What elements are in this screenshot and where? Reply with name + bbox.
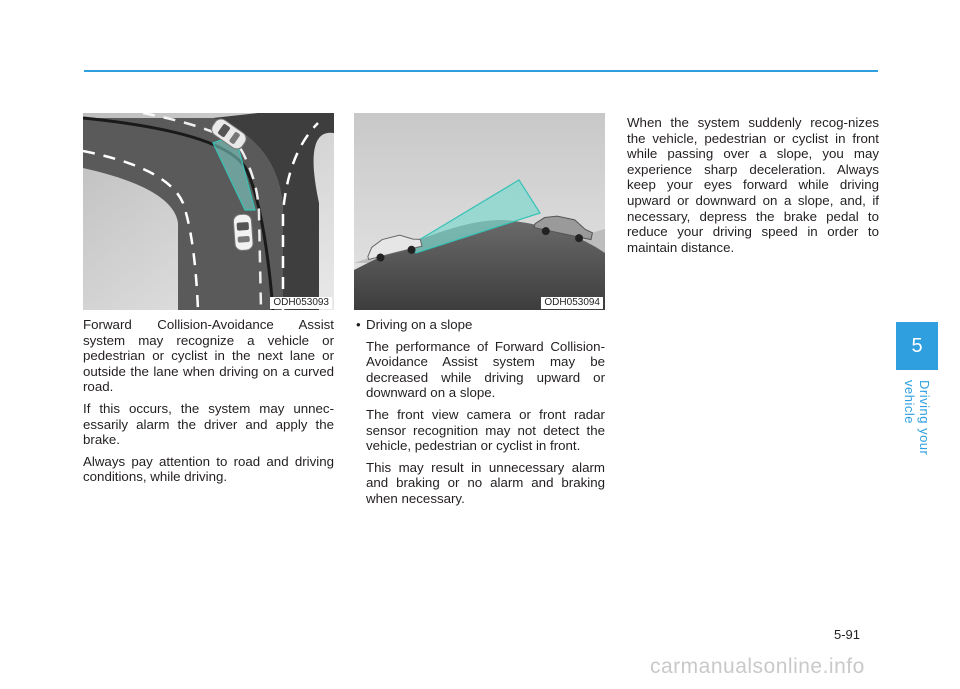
figure-code: ODH053094 (541, 297, 603, 309)
bullet-heading: • Driving on a slope (354, 317, 605, 333)
column-2 (354, 317, 605, 513)
paragraph: The performance of Forward Collision-Avoidance Assist system may be decreased while driving upward or downward on a slope. (366, 338, 605, 401)
paragraph: When the system suddenly recog-nizes the vehicle, pedestrian or cyclist in front while passing over a slope, you may experience sharp deceleration. Always keep your eyes forward while driving upward or downward on a slope, and, if necessary, depress the brake pedal to reduce your driving speed in order to maintain distance. (627, 115, 879, 255)
header-rule (84, 70, 878, 72)
paragraph: If this occurs, the system may unnec-essarily alarm the driver and apply the brake. (83, 400, 334, 448)
figure-curved-road (83, 113, 334, 310)
chapter-tab: 5 (896, 322, 938, 370)
paragraph: Forward Collision-Avoidance Assist system may recognize a vehicle or pedestrian or cyclist in the next lane or outside the lane when driving on a curved road. (83, 317, 334, 395)
chapter-label: Driving your vehicle (902, 380, 932, 456)
paragraph: Always pay attention to road and driving conditions, while driving. (83, 453, 334, 485)
slope-illustration (354, 113, 605, 310)
watermark: carmanualsonline.info (650, 655, 865, 678)
column-1 (83, 317, 334, 491)
paragraph: The front view camera or front radar sensor recognition may not detect the vehicle, pedestrian or cyclist in front. (366, 406, 605, 454)
paragraph: This may result in unnecessary alarm and braking or no alarm and braking when necessary. (366, 459, 605, 506)
ego-car (233, 214, 253, 251)
figure-code: ODH053093 (270, 297, 332, 309)
figure-slope (354, 113, 605, 310)
column-3 (627, 115, 879, 261)
curved-road-illustration (83, 113, 334, 310)
page-number: 5-91 (834, 627, 861, 642)
